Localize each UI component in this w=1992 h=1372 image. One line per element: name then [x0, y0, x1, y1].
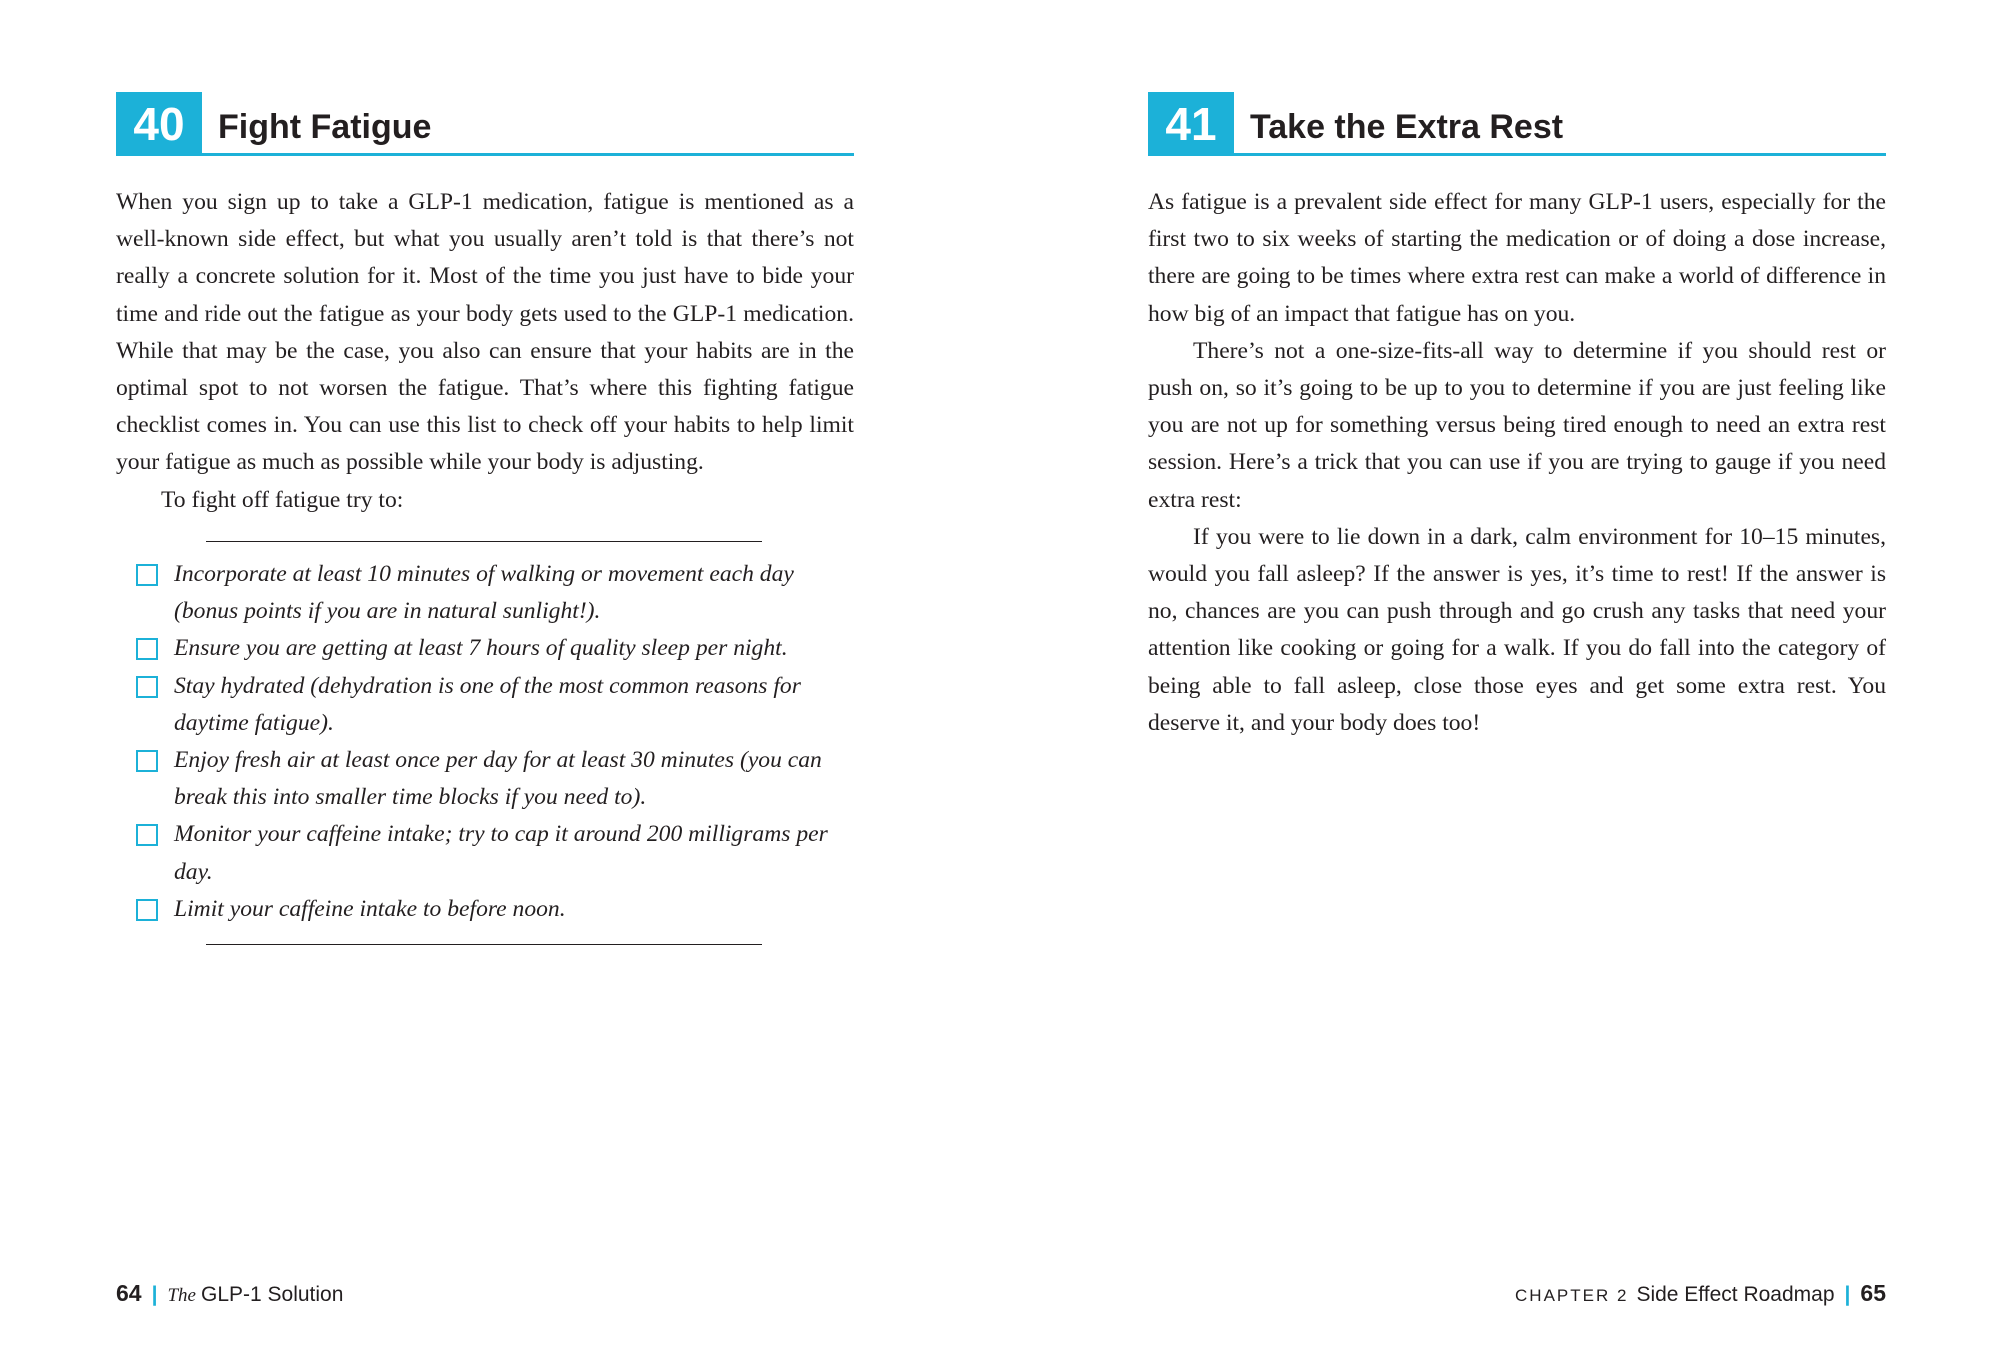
checkbox-icon[interactable]: [136, 676, 158, 698]
page-footer: [116, 1278, 343, 1311]
paragraph: When you sign up to take a GLP-1 medication, fatigue is mentioned as a well-known side effect, but what you usually aren’t told is that there’s not really a concrete solution for it. Most of the time you just have to bide your time and ride out the fatigue as your body gets used to the GLP-1 medication. While that may be the case, you also can ensure that your habits are in the optimal spot to not worsen the fatigue. That’s where this fighting fatigue checklist comes in. You can use this list to check off your habits to help limit your fatigue as much as possible while your body is adjusting.: [116, 189, 854, 476]
page-number: 64: [116, 1280, 142, 1306]
page-number: 65: [1860, 1280, 1886, 1306]
body-text: [116, 184, 854, 519]
section-number-badge: 40: [116, 92, 202, 156]
checklist-item: [136, 556, 836, 630]
checklist-bottom-rule: [206, 944, 762, 945]
body-text: [1148, 184, 1886, 742]
checklist-item-text: Incorporate at least 10 minutes of walking or movement each day (bonus points if you are in natural sunlight!).: [174, 561, 794, 625]
checkbox-icon[interactable]: [136, 638, 158, 660]
checklist-item: [136, 816, 836, 890]
paragraph: As fatigue is a prevalent side effect for many GLP-1 users, especially for the first two to six weeks of starting the medication or of doing a dose increase, there are going to be times where extra rest can make a world of difference in how big of an impact that fatigue has on you.: [1148, 189, 1886, 327]
checkbox-icon[interactable]: [136, 824, 158, 846]
fatigue-checklist: [136, 556, 836, 928]
page-footer: [1515, 1278, 1886, 1311]
right-page: [996, 0, 1992, 1372]
checklist-item: [136, 891, 836, 928]
book-title: GLP-1 Solution: [200, 1283, 344, 1306]
chapter-title: Side Effect Roadmap: [1636, 1283, 1835, 1306]
book-title-prefix: The: [167, 1285, 196, 1306]
checklist-item-text: Ensure you are getting at least 7 hours of quality sleep per night.: [174, 635, 788, 662]
section-number-badge: 41: [1148, 92, 1234, 156]
paragraph: There’s not a one-size-fits-all way to determine if you should rest or push on, so it’s going to be up to you to determine if you are just feeling like you are not up for something versus being tired enough to need an extra rest session. Here’s a trick that you can use if you are trying to gauge if you need extra rest:: [1148, 337, 1886, 513]
section-header-40: [116, 92, 854, 156]
checkbox-icon[interactable]: [136, 564, 158, 586]
checklist-item: [136, 668, 836, 742]
chapter-label: CHAPTER 2: [1515, 1286, 1629, 1305]
checkbox-icon[interactable]: [136, 750, 158, 772]
checklist-item-text: Limit your caffeine intake to before noon.: [174, 895, 566, 922]
section-header-41: [1148, 92, 1886, 156]
paragraph: To fight off fatigue try to:: [161, 486, 404, 513]
checklist-item-text: Stay hydrated (dehydration is one of the most common reasons for daytime fatigue).: [174, 672, 801, 736]
checklist-top-rule: [206, 541, 762, 542]
section-title: Fight Fatigue: [218, 108, 432, 146]
checklist-item: [136, 630, 836, 667]
checklist-item-text: Enjoy fresh air at least once per day for at least 30 minutes (you can break this into smaller time blocks if you need to).: [174, 747, 822, 811]
checklist-item: [136, 742, 836, 816]
checklist-item-text: Monitor your caffeine intake; try to cap it around 200 milligrams per day.: [174, 821, 828, 885]
section-title: Take the Extra Rest: [1250, 108, 1564, 146]
checkbox-icon[interactable]: [136, 899, 158, 921]
footer-divider: |: [151, 1283, 158, 1306]
paragraph: If you were to lie down in a dark, calm environment for 10–15 minutes, would you fall asleep? If the answer is yes, it’s time to rest! If the answer is no, chances are you can push through and go crush any tasks that need your attention like cooking or going for a walk. If you do fall into the category of being able to fall asleep, close those eyes and get some extra rest. You deserve it, and your body does too!: [1148, 523, 1886, 736]
footer-divider: |: [1844, 1283, 1851, 1306]
